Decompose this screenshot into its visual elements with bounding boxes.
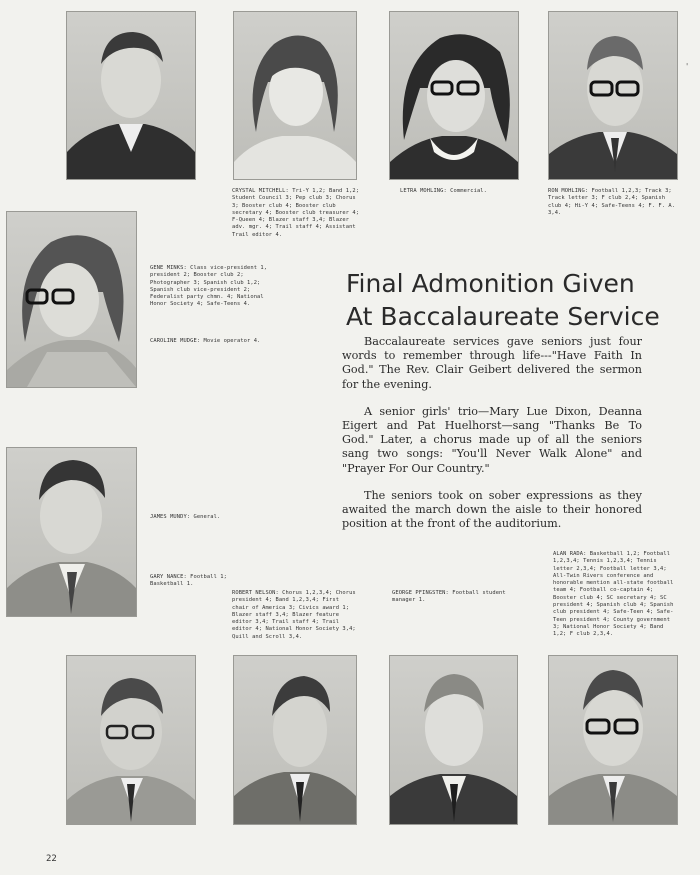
headline-line-2: At Baccalaureate Service [346, 302, 660, 331]
portrait-photo-crystal-mitchell [233, 11, 357, 180]
page-number: 22 [46, 854, 57, 864]
article-paragraph: A senior girls' trio—Mary Lue Dixon, Deanna Eigert and Pat Huelhorst—sang "Thanks Be To God." Later, a chorus made up of all the seniors sang two songs: "You'll Never Walk Alone" and "Prayer For Our Country." [342, 404, 642, 475]
portrait-photo-alan-rada [548, 655, 678, 825]
caption-ron-mohling: RON MOHLING: Football 1,2,3; Track 3; Track letter 3; F club 2,4; Spanish club 4; Hi-Y 4; Safe-Teens 4; F. F. A. 3,4. [548, 188, 676, 216]
caption-robert-nelson: ROBERT NELSON: Chorus 1,2,3,4; Chorus president 4; Band 1,2,3,4; First chair of America 3; Civics award 1; Blazer staff 3,4; Blazer feature editor 3,4; Trail staff 4; Trail editor 4; National Honor Society 3,4; Quill and Scroll 3,4. [232, 590, 356, 640]
caption-caroline-mudge: CAROLINE MUDGE: Movie operator 4. [150, 338, 261, 344]
caption-letra-mohling: LETRA MOHLING: Commercial. [400, 188, 487, 194]
caption-gary-nance: GARY NANCE: Football 1; Basketball 1. [150, 574, 227, 588]
caption-crystal-mitchell: CRYSTAL MITCHELL: Tri-Y 1,2; Band 1,2; Student Council 3; Pep club 3; Chorus 3; Booster club 4; Booster club secretary 4; Booster club treasurer 4; F-Queen 4; Blazer staff 3,4; Blazer adv. mgr. 4; Trail staff 4; Assistant Trail editor 4. [232, 188, 360, 238]
article-headline [346, 267, 666, 333]
article-paragraph: The seniors took on sober expressions as they awaited the march down the aisle to their honored position at the front of the auditorium. [342, 488, 642, 531]
corner-mark: ' [686, 62, 689, 71]
article-body [342, 335, 642, 544]
caption-gene-minks: GENE MINKS: Class vice-president 1, president 2; Booster club 2; Photographer 3; Spanish club 1,2; Spanish club vice-president 2; Federalist party chmn. 4; National Honor Society 4; Safe-Teens 4. [150, 265, 268, 308]
portrait-photo-james-mundy [6, 447, 137, 617]
portrait-photo-ron-mohling [548, 11, 678, 180]
caption-james-mundy: JAMES MUNDY: General. [150, 514, 221, 520]
article-paragraph: Baccalaureate services gave seniors just four words to remember through life---"Have Faith In God." The Rev. Clair Geibert delivered the sermon for the evening. [342, 335, 642, 391]
caption-alan-rada: ALAN RADA: Basketball 1,2; Football 1,2,3,4; Tennis 1,2,3,4; Tennis letter 2,3,4; Football letter 3,4; All-Twin Rivers conference and honorable mention all-state football team 4; Football co-captain 4; Booster club 4; SC secretary 4; SC president 4; Spanish club 4; Spanish club president 4; Safe-Teen 4; Safe-Teen president 4; County government 3; National Honor Society 4; Band 1,2; F club 2,3,4. [553, 551, 674, 638]
portrait-photo-gene-minks [6, 211, 137, 388]
portrait-photo-george-pfingsten [389, 655, 518, 825]
portrait-photo-robert-nelson [66, 655, 196, 825]
portrait-photo-senior-bottom-2 [233, 655, 357, 825]
headline-line-1: Final Admonition Given [346, 269, 635, 298]
caption-george-pfingsten: GEORGE PFINGSTEN: Football student manager 1. [392, 590, 506, 604]
portrait-photo-senior-1 [66, 11, 196, 180]
portrait-photo-letra-mohling [389, 11, 519, 180]
